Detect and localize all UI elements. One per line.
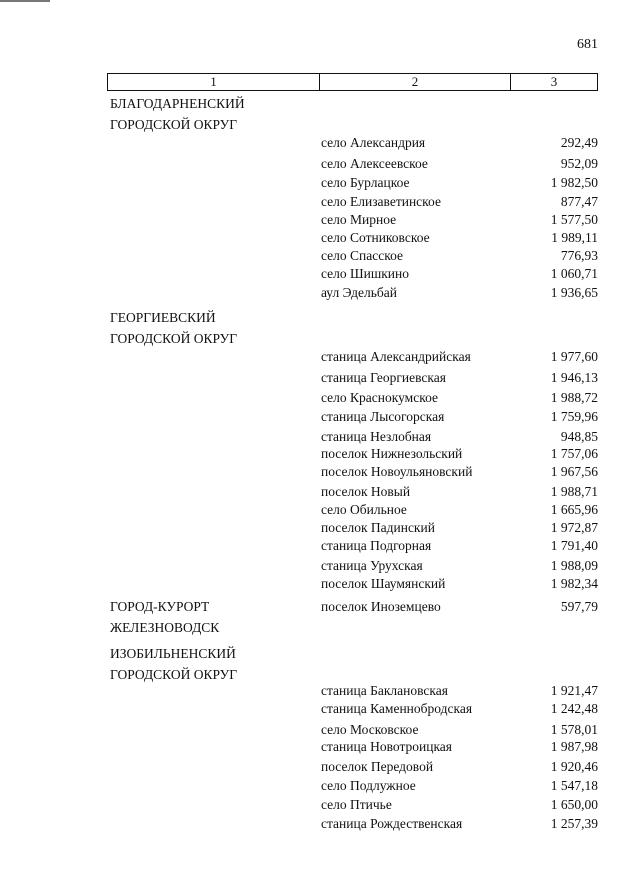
settlement-name: станица Урухская	[321, 558, 423, 573]
settlement-name: станица Баклановская	[321, 683, 448, 698]
settlement-name: село Елизаветинское	[321, 194, 441, 209]
settlement-name: поселок Новый	[321, 484, 411, 499]
settlement-value: 877,47	[560, 194, 598, 209]
settlement-value: 1 650,00	[550, 797, 598, 812]
settlement-name: станица Лысогорская	[321, 409, 445, 424]
table-row	[321, 154, 598, 173]
table-row	[321, 388, 598, 407]
page-number: 681	[577, 37, 598, 52]
settlement-name: поселок Шаумянский	[321, 576, 446, 591]
settlement-name: село Сотниковское	[321, 230, 430, 245]
table-row	[321, 444, 598, 463]
settlement-value: 1 977,60	[550, 349, 598, 364]
settlement-value: 1 982,34	[550, 576, 598, 591]
district-name-line: ГОРОДСКОЙ ОКРУГ	[110, 117, 238, 132]
settlement-name: село Подлужное	[321, 778, 416, 793]
scan-corner-mark	[0, 0, 50, 2]
settlement-value: 1 547,18	[550, 778, 598, 793]
settlement-name: поселок Падинский	[321, 520, 435, 535]
settlement-value: 1 921,47	[550, 683, 598, 698]
settlement-name: станица Подгорная	[321, 538, 432, 553]
settlement-value: 597,79	[560, 599, 598, 614]
settlement-value: 948,85	[560, 429, 598, 444]
settlement-value: 1 578,01	[550, 722, 598, 737]
table-row	[321, 407, 598, 426]
settlement-value: 1 577,50	[550, 212, 598, 227]
settlement-value: 1 988,72	[550, 390, 598, 405]
district-name	[110, 93, 245, 135]
settlement-value: 1 920,46	[550, 759, 598, 774]
table-row	[321, 681, 598, 700]
settlement-name: село Бурлацкое	[321, 175, 410, 190]
settlement-value: 1 987,98	[550, 739, 598, 754]
settlement-value: 1 982,50	[550, 175, 598, 190]
settlement-name: станица Рождественская	[321, 816, 463, 831]
district-name-line: ГОРОДСКОЙ ОКРУГ	[110, 667, 238, 682]
settlement-value: 1 988,71	[550, 484, 598, 499]
table-row	[321, 795, 598, 814]
settlement-value: 1 242,48	[550, 701, 598, 716]
district-name-line: БЛАГОДАРНЕНСКИЙ	[110, 96, 245, 111]
table-row	[321, 482, 598, 501]
district-name-line: ГЕОРГИЕВСКИЙ	[110, 310, 216, 325]
settlement-name: поселок Новоульяновский	[321, 464, 473, 479]
table-row	[321, 462, 598, 481]
header-col-3: 3	[550, 74, 558, 89]
table-row	[321, 500, 598, 519]
settlement-name: станица Александрийская	[321, 349, 471, 364]
table-row	[321, 228, 598, 247]
table-row	[321, 246, 598, 265]
settlement-value: 1 757,06	[550, 446, 598, 461]
table-row	[321, 814, 598, 833]
settlement-name: село Птичье	[321, 797, 392, 812]
district-name	[110, 596, 219, 638]
settlement-name: село Александрия	[321, 135, 426, 150]
table-row	[321, 757, 598, 776]
settlement-value: 1 936,65	[550, 285, 598, 300]
table-row	[321, 574, 598, 593]
settlement-value: 952,09	[560, 156, 598, 171]
settlement-name: село Обильное	[321, 502, 407, 517]
settlement-value: 1 972,87	[550, 520, 598, 535]
header-col-2: 2	[320, 74, 511, 90]
table-row	[321, 133, 598, 152]
table-row	[321, 699, 598, 718]
settlement-name: село Шишкино	[321, 266, 410, 281]
table-row	[321, 264, 598, 283]
settlement-value: 1 759,96	[550, 409, 598, 424]
table-row	[321, 347, 598, 366]
settlement-value: 1 967,56	[550, 464, 598, 479]
table-row	[321, 556, 598, 575]
settlement-name: село Спасское	[321, 248, 403, 263]
district-name	[110, 307, 237, 349]
settlement-name: станица Незлобная	[321, 429, 432, 444]
header-col-1: 1	[108, 74, 320, 90]
settlement-name: поселок Нижнезольский	[321, 446, 463, 461]
settlement-value: 1 060,71	[550, 266, 598, 281]
district-name	[110, 643, 237, 685]
table-row	[321, 737, 598, 756]
settlement-name: поселок Передовой	[321, 759, 434, 774]
settlement-value: 1 988,09	[550, 558, 598, 573]
settlement-value: 1 946,13	[550, 370, 598, 385]
settlement-name: поселок Иноземцево	[321, 599, 441, 614]
table-row	[321, 518, 598, 537]
settlement-value: 292,49	[560, 135, 598, 150]
table-row	[321, 597, 598, 616]
table-row	[321, 283, 598, 302]
table-row	[321, 192, 598, 211]
table-row	[321, 173, 598, 192]
district-name-line: ГОРОД-КУРОРТ	[110, 599, 210, 614]
table-row	[321, 368, 598, 387]
table-row	[321, 536, 598, 555]
district-name-line: ЖЕЛЕЗНОВОДСК	[110, 620, 220, 635]
table-header-row	[107, 73, 598, 91]
settlement-value: 1 791,40	[550, 538, 598, 553]
settlement-value: 1 989,11	[551, 230, 598, 245]
settlement-name: село Краснокумское	[321, 390, 438, 405]
settlement-name: станица Каменнобродская	[321, 701, 473, 716]
settlement-name: село Алексеевское	[321, 156, 428, 171]
district-name-line: ГОРОДСКОЙ ОКРУГ	[110, 331, 238, 346]
settlement-value: 1 665,96	[550, 502, 598, 517]
settlement-name: аул Эдельбай	[321, 285, 397, 300]
settlement-name: станица Новотроицкая	[321, 739, 453, 754]
settlement-value: 1 257,39	[550, 816, 598, 831]
table-row	[321, 210, 598, 229]
settlement-name: станица Георгиевская	[321, 370, 446, 385]
table-row	[321, 776, 598, 795]
district-name-line: ИЗОБИЛЬНЕНСКИЙ	[110, 646, 236, 661]
settlement-value: 776,93	[560, 248, 598, 263]
settlement-name: село Мирное	[321, 212, 397, 227]
settlement-name: село Московское	[321, 722, 419, 737]
